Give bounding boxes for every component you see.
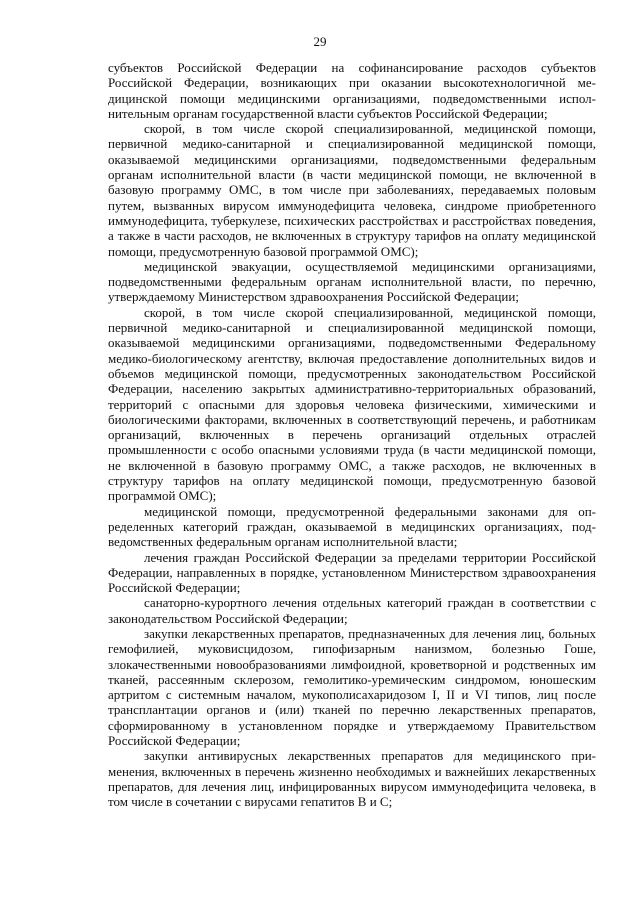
paragraph-6: лечения граждан Российской Федерации за пределами территории Российской Федерации, направленных в порядке, установленном Министерством здравоохранения Российской Федерации; bbox=[108, 549, 596, 596]
page-number: 29 bbox=[313, 34, 327, 49]
paragraph-3: медицинской эвакуации, осуществляемой медицинскими организациями, подведомственными федеральным органам исполнительной власти, по перечню, утверждаемому Министерством здравоохранения Российской Федерации; bbox=[108, 258, 596, 305]
document-body bbox=[108, 60, 596, 810]
paragraph-9: закупки антивирусных лекарственных препаратов для медицинского применения, включенных в перечень жизненно необходимых и важнейших лекарственных препаратов, для лечения лиц, инфицированных вирусом иммунодефицита человека, в том числе в сочетании с вирусами гепатитов B и C; bbox=[108, 748, 596, 810]
paragraph-1: субъектов Российской Федерации на софинансирование расходов субъектов Российской Федерации, возникающих при оказании высокотехнологичной медицинской помощи медицинскими организациями, подведомственными исполнительным органам государственной власти субъектов Российской Федерации; bbox=[108, 60, 596, 121]
paragraph-7: санаторно-курортного лечения отдельных категорий граждан в соответствии с законодательством Российской Федерации; bbox=[108, 595, 596, 626]
paragraph-5: медицинской помощи, предусмотренной федеральными законами для определенных категорий граждан, оказываемой в медицинских организациях, подведомственных федеральным органам исполнительной власти; bbox=[108, 503, 596, 550]
paragraph-4: скорой, в том числе скорой специализированной, медицинской помощи, первичной медико-санитарной и специализированной медицинской помощи, оказываемой медицинскими организациями, подведомственными Федеральному медико-биологическому агентству, включая предоставление дополнительных видов и объемов медицинской помощи, предусмотренных законодательством Российской Федерации, населению закрытых административно-территориальных образований, территорий с опасными для здоровья человека физическими, химическими и биологическими факторами, включенных в соответствующий перечень, и работникам организаций, включенных в перечень организаций отдельных отраслей промышленности с особо опасными условиями труда (в части медицинской помощи, не включенной в базовую программу ОМС, а также расходов, не включенных в структуру тарифов на оплату медицинской помощи, предусмотренную базовой программой ОМС); bbox=[108, 304, 596, 504]
paragraph-8: закупки лекарственных препаратов, предназначенных для лечения лиц, больных гемофилией, муковисцидозом, гипофизарным нанизмом, болезнью Гоше, злокачественными новообразованиями лимфоидной, кроветворной и родственных им тканей, рассеянным склерозом, гемолитико-уремическим синдромом, юношеским артритом с системным началом, мукополисахаридозом I, II и VI типов, лиц после трансплантации органов и (или) тканей по перечню лекарственных препаратов, сформированному в установленном порядке и утверждаемому Правительством Российской Федерации; bbox=[108, 625, 596, 749]
paragraph-2: скорой, в том числе скорой специализированной, медицинской помощи, первичной медико-санитарной и специализированной медицинской помощи, оказываемой медицинскими организациями, подведомственными федеральным органам исполнительной власти (в части медицинской помощи, не включенной в базовую программу ОМС, в том числе при заболеваниях, передаваемых половым путем, вызванных вирусом иммунодефицита человека, синдроме приобретенного иммунодефицита, туберкулезе, психических расстройствах и расстройствах поведения, а также в части расходов, не включенных в структуру тарифов на оплату медицинской помощи, предусмотренную базовой программой ОМС); bbox=[108, 121, 596, 259]
